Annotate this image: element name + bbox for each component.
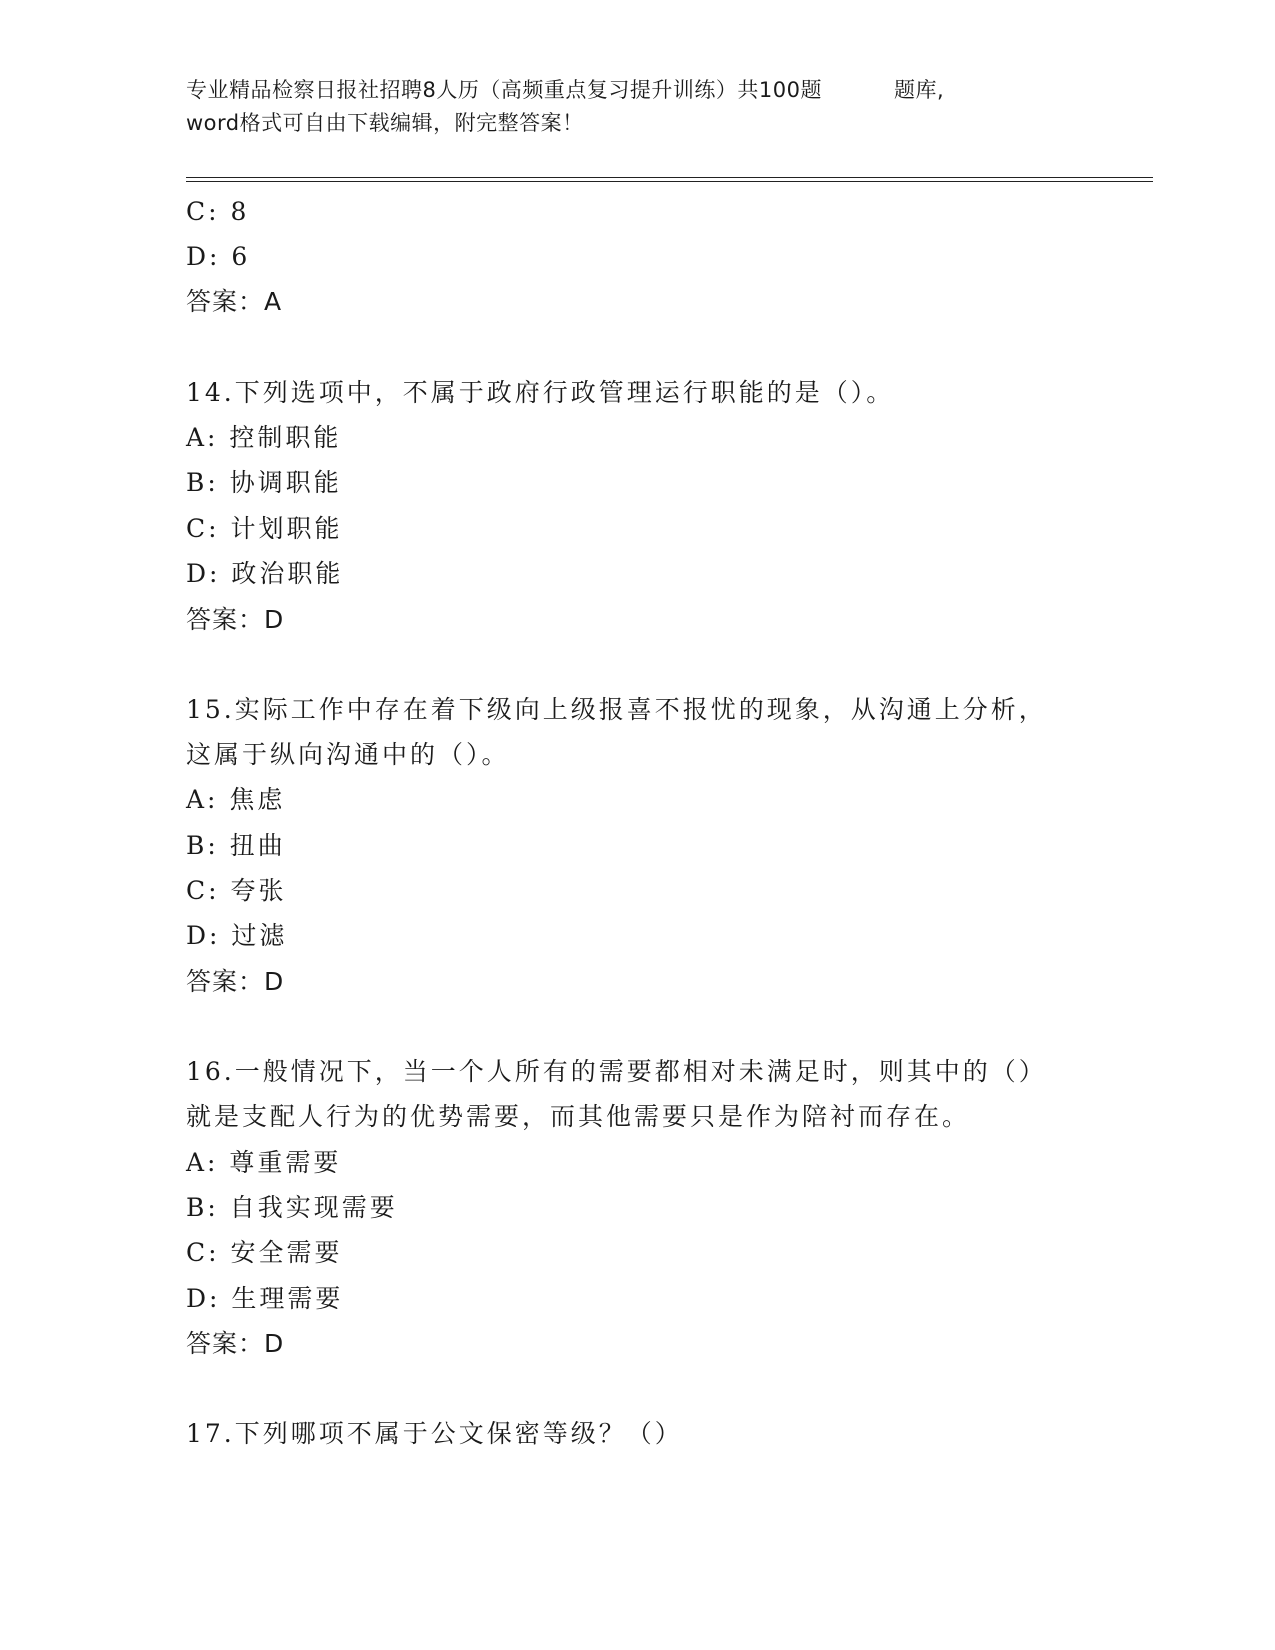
option-line: A: 焦虑 — [186, 785, 286, 814]
option-line: A: 尊重需要 — [186, 1148, 342, 1177]
option-line: D: 生理需要 — [186, 1284, 344, 1313]
answer-line: 答案：A — [186, 287, 283, 316]
option-line: D: 过滤 — [186, 921, 288, 950]
question-text: 17.下列哪项不属于公文保密等级？（） — [186, 1419, 683, 1448]
question-text: 16.一般情况下，当一个人所有的需要都相对未满足时，则其中的（） — [186, 1057, 1047, 1086]
option-line: B: 扭曲 — [186, 831, 286, 860]
option-line: D: 政治职能 — [186, 559, 344, 588]
answer-line: 答案：D — [186, 1329, 285, 1358]
option-line: B: 协调职能 — [186, 468, 342, 497]
option-line: C: 计划职能 — [186, 514, 343, 543]
question-text: 就是支配人行为的优势需要，而其他需要只是作为陪衬而存在。 — [186, 1102, 971, 1131]
option-line: D: 6 — [186, 242, 251, 271]
header-line-1 — [186, 74, 1086, 107]
question-text: 14.下列选项中，不属于政府行政管理运行职能的是（）。 — [186, 378, 895, 407]
option-line: C: 8 — [186, 197, 250, 226]
document-header — [186, 74, 1086, 140]
question-text: 15.实际工作中存在着下级向上级报喜不报忧的现象，从沟通上分析， — [186, 695, 1047, 724]
header-divider — [186, 177, 1153, 178]
answer-line: 答案：D — [186, 605, 285, 634]
header-title: 专业精品检察日报社招聘8人历（高频重点复习提升训练）共100题 — [186, 78, 822, 102]
answer-line: 答案：D — [186, 967, 285, 996]
option-line: C: 夸张 — [186, 876, 287, 905]
question-text: 这属于纵向沟通中的（）。 — [186, 740, 510, 769]
header-line-2: word格式可自由下载编辑，附完整答案！ — [186, 111, 584, 135]
option-line: A: 控制职能 — [186, 423, 342, 452]
header-title-suffix: 题库, — [893, 78, 945, 102]
header-divider-double — [186, 181, 1153, 182]
option-line: C: 安全需要 — [186, 1238, 343, 1267]
option-line: B: 自我实现需要 — [186, 1193, 398, 1222]
